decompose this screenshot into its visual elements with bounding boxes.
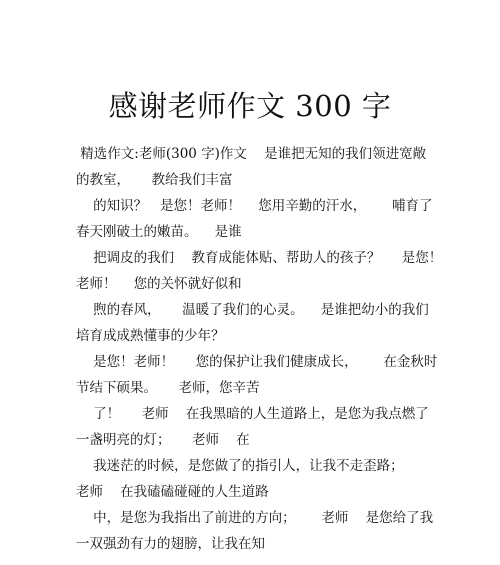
body-line: 老师！ 您的关怀就好似和 (76, 276, 242, 292)
body-line: 煦的春风， 温暖了我们的心灵。 是谁把幼小的我们 (76, 302, 429, 318)
body-line: 把调皮的我们 教育成能体贴、帮助人的孩子？ 是您！ (76, 250, 443, 266)
body-line: 是您！老师！ 您的保护让我们健康成长， 在金秋时 (76, 354, 438, 370)
body-line: 春天刚破土的嫩苗。 是谁 (76, 224, 242, 240)
body-line: 了！ 老师 在我黑暗的人生道路上，是您为我点燃了 (76, 406, 429, 422)
body-line: 一盏明亮的灯； 老师 在 (76, 432, 250, 448)
body-line: 节结下硕果。 老师，您辛苦 (76, 380, 260, 396)
body-line: 的教室， 教给我们丰富 (76, 172, 233, 188)
body-line: 精选作文:老师(300 字)作文 是谁把无知的我们领进宽敞 (76, 146, 427, 162)
body-line: 中，是您为我指出了前进的方向； 老师 是您给了我 (76, 510, 434, 526)
body-line: 一双强劲有力的翅膀，让我在知 (76, 536, 265, 552)
body-line: 的知识？ 是您！老师！ 您用辛勤的汗水， 哺育了 (76, 198, 433, 214)
body-line: 我迷茫的时候，是您做了的指引人，让我不走歪路； (76, 458, 404, 474)
page-title: 感谢老师作文 300 字 (108, 89, 392, 123)
body-line: 老师 在我磕磕碰碰的人生道路 (76, 484, 269, 500)
body-line: 培育成成熟懂事的少年？ (76, 328, 225, 344)
